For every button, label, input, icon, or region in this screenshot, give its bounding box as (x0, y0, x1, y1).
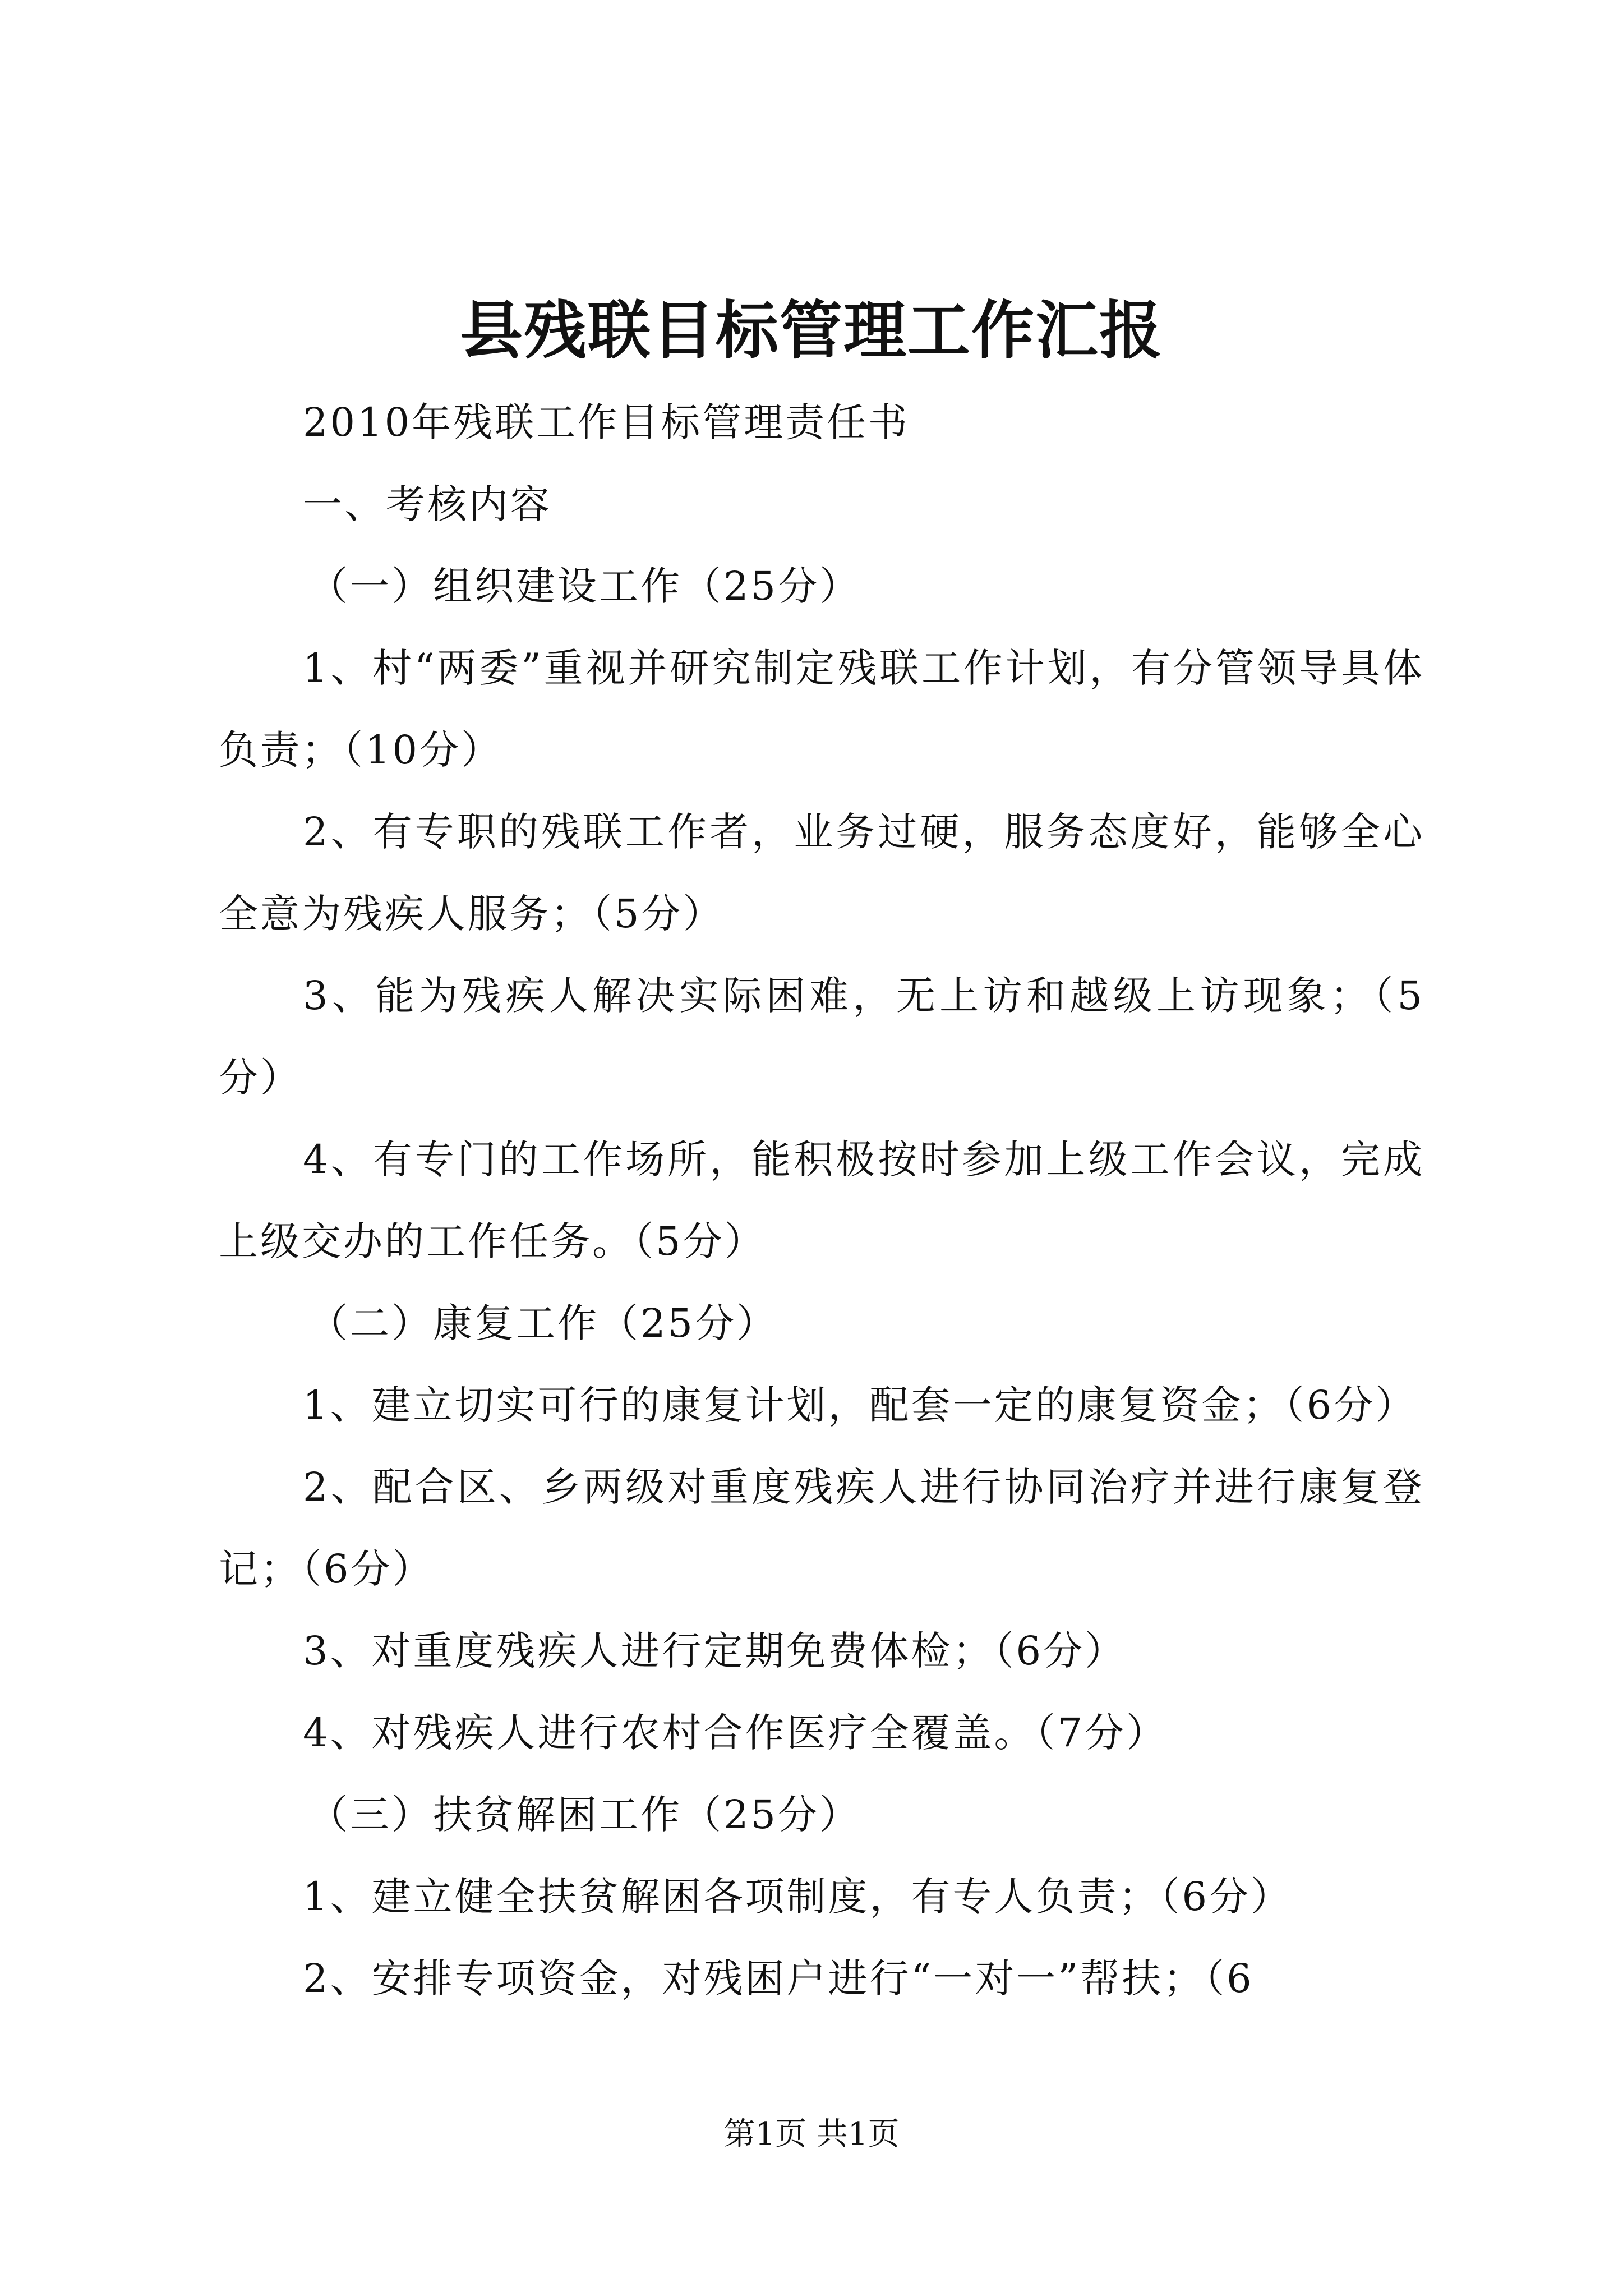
document-body (219, 381, 1424, 2019)
paragraph-subsection-rehabilitation: （二）康复工作（25分） (308, 1300, 778, 1346)
paragraph-item: 2、有专职的残联工作者，业务过硬，服务态度好，能够全心全意为残疾人服务；（5分） (219, 809, 1424, 937)
paragraph-subsection-organization: （一）组织建设工作（25分） (308, 563, 861, 609)
page-footer: 第1页 共1页 (723, 2116, 900, 2152)
paragraph-responsibility-title: 2010年残联工作目标管理责任书 (303, 399, 910, 445)
paragraph-subsection-poverty-relief: （三）扶贫解困工作（25分） (308, 1792, 861, 1838)
document-title: 县残联目标管理工作汇报 (460, 294, 1163, 367)
paragraph-item: 2、配合区、乡两级对重度残疾人进行协同治疗并进行康复登记；（6分） (219, 1464, 1424, 1592)
paragraph-item: 4、有专门的工作场所，能积极按时参加上级工作会议，完成上级交办的工作任务。（5分） (219, 1137, 1424, 1264)
paragraph-item: 1、建立健全扶贫解困各项制度，有专人负责；（6分） (303, 1874, 1293, 1920)
paragraph-item: 1、建立切实可行的康复计划，配套一定的康复资金；（6分） (303, 1382, 1417, 1428)
paragraph-item: 4、对残疾人进行农村合作医疗全覆盖。（7分） (303, 1710, 1168, 1756)
paragraph-section-heading: 一、考核内容 (303, 481, 552, 527)
paragraph-item: 3、对重度残疾人进行定期免费体检；（6分） (303, 1628, 1127, 1674)
paragraph-item: 3、能为残疾人解决实际困难，无上访和越级上访现象；（5分） (219, 973, 1424, 1101)
paragraph-item: 1、村“两委”重视并研究制定残联工作计划，有分管领导具体负责；（10分） (219, 645, 1424, 773)
paragraph-item: 2、安排专项资金，对残困户进行“一对一”帮扶；（6 (303, 1955, 1254, 2001)
